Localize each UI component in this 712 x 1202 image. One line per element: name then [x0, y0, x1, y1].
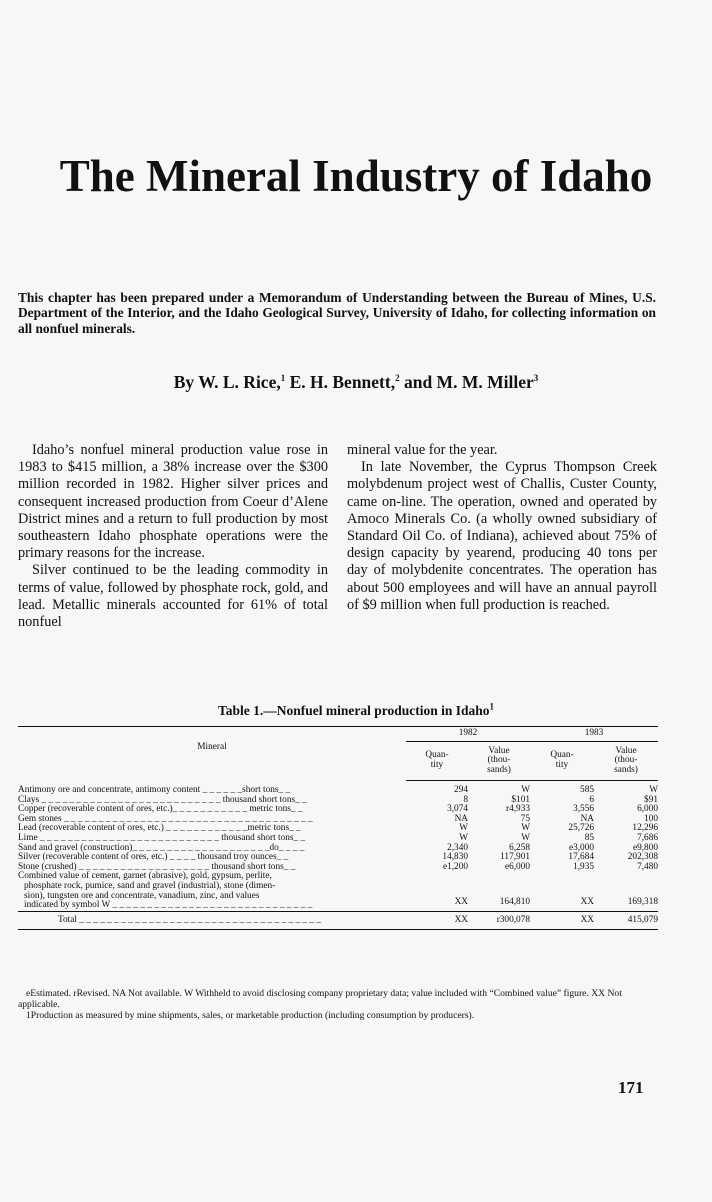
table-row-combined	[18, 872, 658, 911]
value-1983-cell: W	[649, 785, 658, 795]
value-1982-cell: W	[521, 832, 530, 843]
table-title-footnote-mark: 1	[489, 701, 495, 712]
combined-line: Combined value of cement, garnet (abrasive), gold, gypsum, perlite,	[18, 871, 272, 882]
table-title	[0, 703, 712, 719]
value-1983-cell: 12,296	[632, 823, 658, 834]
col-header-mineral: Mineral	[18, 727, 406, 781]
mineral-cell: Stone (crushed) _ _ _ _ _ _ _ _ _ _ _ _ _ _ _ _ _ _ _ thousand short tons_ _	[18, 861, 296, 872]
value-1983-cell: 7,686	[637, 832, 658, 843]
author-footnote-mark: 2	[395, 373, 400, 384]
author-footnote-mark: 1	[280, 373, 286, 384]
quantity-1983-cell: NA	[580, 813, 594, 824]
value-1983-cell: 169,318	[627, 897, 658, 908]
mineral-cell: Sand and gravel (construction)_ _ _ _ _ _ _ _ _ _ _ _ _ _ _ _ _ _ _ _do_ _ _ _	[18, 842, 305, 853]
mineral-cell: Gem stones _ _ _ _ _ _ _ _ _ _ _ _ _ _ _ _ _ _ _ _ _ _ _ _ _ _ _ _ _ _ _ _ _ _ _ _	[18, 813, 313, 824]
quantity-1982-cell: 14,830	[442, 852, 468, 863]
quantity-1983-cell: 25,726	[568, 823, 594, 834]
mineral-cell: Lime _ _ _ _ _ _ _ _ _ _ _ _ _ _ _ _ _ _ _ _ _ _ _ _ _ _ thousand short tons_ _	[18, 832, 306, 843]
col-header-quantity: Quan- tity	[530, 742, 594, 781]
value-1983-cell: 100	[644, 813, 658, 824]
body-column-left	[18, 442, 328, 631]
mineral-cell: Silver (recoverable content of ores, etc.) _ _ _ _ thousand troy ounces_ _	[18, 852, 289, 863]
quantity-1982-cell: 3,074	[447, 804, 468, 815]
mineral-cell: Antimony ore and concentrate, antimony content _ _ _ _ _ _short tons_ _	[18, 784, 291, 795]
quantity-1983-cell: 85	[584, 832, 594, 843]
mineral-cell: Lead (recoverable content of ores, etc.) _ _ _ _ _ _ _ _ _ _ _ _metric tons_ _	[18, 823, 301, 834]
value-1982-cell: 75	[520, 813, 530, 824]
table-footnote-production: 1Production as measured by mine shipments, sales, or marketable production (including consumption by producers).	[26, 1010, 475, 1021]
quantity-1983-cell: XX	[580, 897, 594, 908]
author-name: W. L. Rice,	[198, 372, 281, 392]
value-1983-cell: e9,800	[632, 842, 658, 853]
page-title: The Mineral Industry of Idaho	[59, 151, 653, 201]
quantity-1983-cell: 3,556	[573, 804, 594, 815]
value-1982-cell: $101	[511, 794, 530, 805]
value-1982-cell: 6,258	[509, 842, 530, 853]
quantity-1982-cell: NA	[454, 813, 468, 824]
col-header-1983: 1983	[530, 727, 658, 742]
value-1982-cell: W	[521, 823, 530, 834]
table-footnote-abbreviations: eEstimated. rRevised. NA Not available. W Withheld to avoid disclosing company proprietary data; value included with “Combined value” figure. XX Not applicable.	[18, 988, 622, 1010]
body-paragraph: In late November, the Cyprus Thompson Creek molybdenum project west of Challis, Custer County, came on-line. The operation, owned and operated by Amoco Minerals Co. (a wholly owned subsidiary of Standard Oil Co. of Indiana), achieved about 75% of design capacity by yearend, producing 40 tons per day of molybdenite concentrates. The operation has about 500 employees and will have an annual payroll of $9 million when full production is reached.	[347, 459, 657, 613]
table-row	[18, 781, 658, 796]
mineral-cell	[18, 872, 406, 911]
body-paragraph: Silver continued to be the leading commodity in terms of value, followed by phosphate rock, gold, and lead. Metallic minerals accounted for 61% of total nonfuel	[18, 562, 328, 631]
quantity-1983-cell: e3,000	[568, 842, 594, 853]
value-1983-cell: 6,000	[637, 804, 658, 815]
quantity-1982-cell: XX	[406, 911, 468, 930]
value-1983-cell: 7,480	[637, 861, 658, 872]
mineral-cell: Copper (recoverable content of ores, etc.)_ _ _ _ _ _ _ _ _ _ _ metric tons_ _	[18, 804, 303, 815]
combined-line: indicated by symbol W _ _ _ _ _ _ _ _ _ _ _ _ _ _ _ _ _ _ _ _ _ _ _ _ _ _ _ _ _	[24, 900, 313, 911]
value-1983-cell: 202,308	[627, 852, 658, 863]
quantity-1982-cell: 8	[463, 794, 468, 805]
col-header-value: Value (thou- sands)	[468, 742, 530, 781]
author-name: E. H. Bennett,	[285, 372, 396, 392]
mineral-cell: Clays _ _ _ _ _ _ _ _ _ _ _ _ _ _ _ _ _ _ _ _ _ _ _ _ _ _ thousand short tons_ _	[18, 794, 307, 805]
quantity-1982-cell: XX	[454, 897, 468, 908]
quantity-1982-cell: 294	[454, 785, 468, 795]
byline-prefix: By	[173, 372, 199, 392]
quantity-1982-cell: e1,200	[442, 861, 468, 872]
quantity-1983-cell: 17,684	[568, 852, 594, 863]
col-header-quantity: Quan- tity	[406, 742, 468, 781]
author-name: and M. M. Miller	[399, 372, 534, 392]
quantity-1983-cell: 1,935	[573, 861, 594, 872]
byline	[0, 372, 712, 393]
table-row-total	[18, 911, 658, 930]
body-column-right	[347, 442, 657, 614]
table-title-text: Table 1.—Nonfuel mineral production in Idaho	[217, 703, 490, 718]
production-table	[18, 726, 658, 930]
page-number: 171	[618, 1078, 644, 1097]
value-1982-cell: e6,000	[504, 861, 530, 872]
value-1982-cell: 164,810	[499, 897, 530, 908]
value-1982-cell: r4,933	[505, 804, 530, 815]
combined-line: phosphate rock, pumice, sand and gravel (industrial), stone (dimen-	[24, 880, 276, 891]
value-1982-cell: 117,901	[500, 852, 530, 863]
value-1983-cell: $91	[644, 794, 658, 805]
quantity-1982-cell: W	[459, 823, 468, 834]
quantity-1983-cell: XX	[530, 911, 594, 930]
quantity-1983-cell: 585	[580, 785, 594, 795]
total-label: Total _ _ _ _ _ _ _ _ _ _ _ _ _ _ _ _ _ _ _ _ _ _ _ _ _ _ _ _ _ _ _ _ _ _ _	[18, 911, 406, 930]
combined-line: sion), tungsten ore and concentrate, vanadium, zinc, and values	[24, 890, 260, 901]
col-header-value: Value (thou- sands)	[594, 742, 658, 781]
body-paragraph: Idaho’s nonfuel mineral production value rose in 1983 to $415 million, a 38% increase over the $300 million recorded in 1982. Higher silver prices and consequent increased production from Coeur d’Alene District mines and a return to full production by most southeastern Idaho phosphate operations were the primary reasons for the increase.	[18, 442, 328, 562]
intro-note: This chapter has been prepared under a Memorandum of Understanding between the Bureau of Mines, U.S. Department of the Interior, and the Idaho Geological Survey, University of Idaho, for collecting information on all nonfuel minerals.	[18, 290, 656, 336]
body-paragraph: mineral value for the year.	[347, 442, 498, 458]
quantity-1982-cell: 2,340	[447, 842, 468, 853]
col-header-1982: 1982	[406, 727, 530, 742]
value-1982-cell: W	[521, 785, 530, 795]
quantity-1982-cell: W	[459, 832, 468, 843]
author-footnote-mark: 3	[533, 373, 539, 384]
value-1983-cell: 415,079	[594, 911, 658, 930]
value-1982-cell: r300,078	[468, 911, 530, 930]
quantity-1983-cell: 6	[589, 794, 594, 805]
